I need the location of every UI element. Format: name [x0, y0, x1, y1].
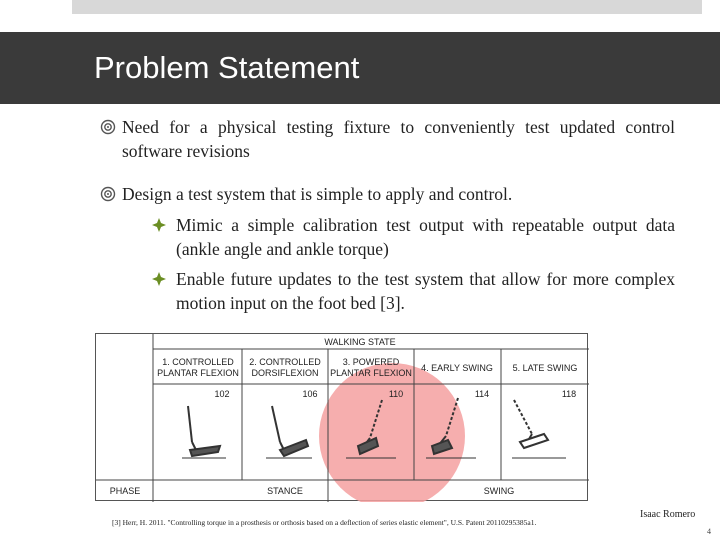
- sub-bullet-2: [152, 267, 675, 315]
- state-1-number: 102: [214, 389, 230, 399]
- leg-sketch-2: [266, 406, 312, 458]
- sub-bullet-1-text: Mimic a simple calibration test output with repeatable output data (ankle angle and ankle torque): [176, 215, 675, 259]
- state-1-label: 1. CONTROLLED: [162, 357, 234, 367]
- author-name: Isaac Romero: [640, 509, 696, 520]
- reference-footnote: [3] Herr, H. 2011. "Controlling torque in a prosthesis or orthosis based on a deflection of series elastic element", U.S. Patent 20110295385a1.: [112, 518, 537, 527]
- page-number: 4: [707, 527, 711, 536]
- bullet-2-text: Design a test system that is simple to apply and control.: [122, 184, 513, 204]
- target-bullet-icon: [100, 119, 116, 135]
- diamond-bullet-icon: [152, 218, 166, 232]
- state-4-number: 114: [474, 389, 490, 399]
- leg-sketch-5: [512, 400, 566, 458]
- sub-bullet-2-text: Enable future updates to the test system that allow for more complex motion input on the foot bed [3].: [176, 269, 675, 313]
- top-accent-bar: [72, 0, 702, 14]
- state-3-sublabel: PLANTAR FLEXION: [330, 368, 412, 378]
- walking-state-diagram: [96, 334, 589, 502]
- state-2-sublabel: DORSIFLEXION: [251, 368, 319, 378]
- bullet-1-text: Need for a physical testing fixture to conveniently test updated control software revisions: [122, 117, 675, 161]
- walking-state-header: WALKING STATE: [324, 337, 396, 347]
- target-bullet-icon: [100, 186, 116, 202]
- diamond-bullet-icon: [152, 272, 166, 286]
- state-3-number: 110: [388, 389, 404, 399]
- state-5-number: 118: [561, 389, 577, 399]
- state-2-number: 106: [302, 389, 318, 399]
- slide-title: Problem Statement: [94, 50, 360, 85]
- bullet-1: [100, 115, 675, 163]
- state-1-sublabel: PLANTAR FLEXION: [157, 368, 239, 378]
- state-5-label: 5. LATE SWING: [512, 363, 578, 373]
- bullet-2: [100, 182, 675, 206]
- leg-sketch-1: [182, 406, 226, 458]
- walking-state-figure: [95, 333, 588, 501]
- swing-label: SWING: [483, 486, 515, 496]
- state-3-label: 3. POWERED: [342, 357, 400, 367]
- stance-label: STANCE: [267, 486, 303, 496]
- phase-label: PHASE: [109, 486, 141, 496]
- state-2-label: 2. CONTROLLED: [249, 357, 321, 367]
- sub-bullet-1: [152, 213, 675, 261]
- state-4-label: 4. EARLY SWING: [421, 363, 493, 373]
